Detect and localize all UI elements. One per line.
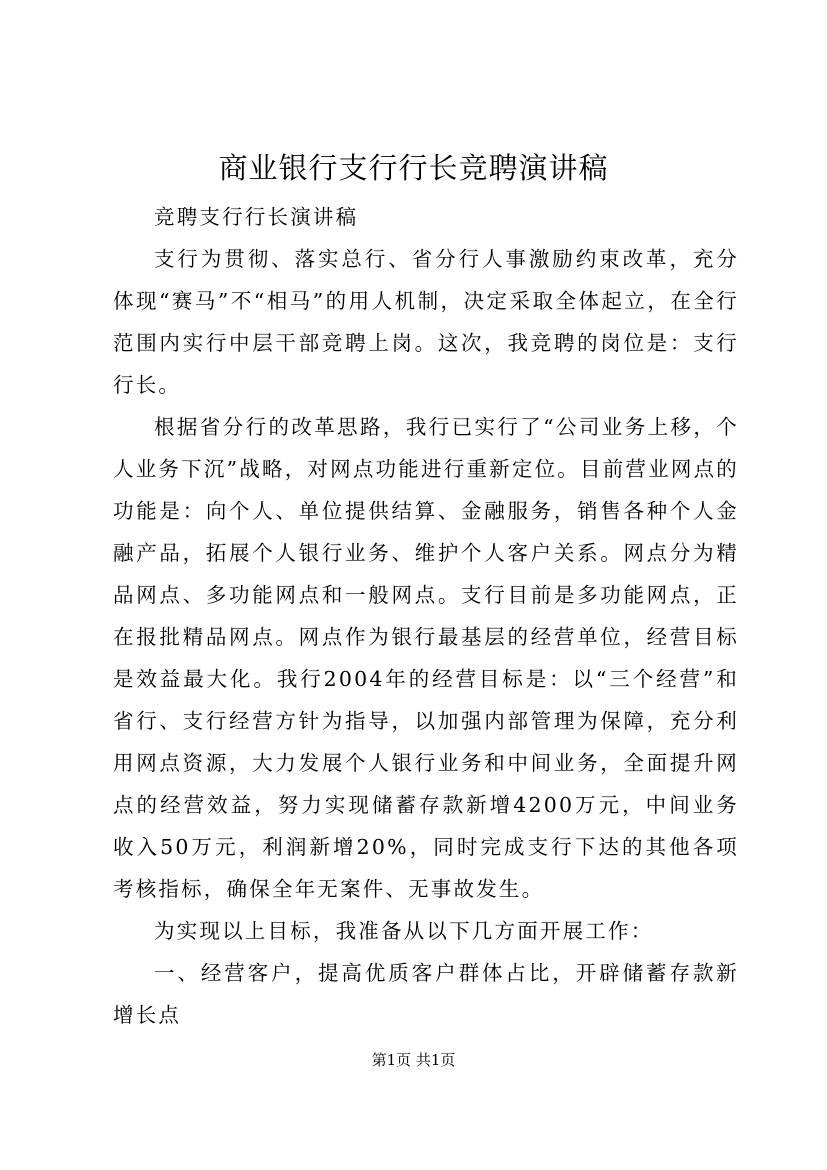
document-title: 商业银行支行行长竞聘演讲稿 <box>218 151 609 185</box>
paragraph-intro: 支行为贯彻、落实总行、省分行人事激励约束改革，充分体现“赛马”不“相马”的用人机制，决定采取全体起立，在全行范围内实行中层干部竞聘上岗。这次，我竞聘的岗位是：支行行长。 <box>113 247 739 397</box>
paragraph-strategy: 根据省分行的改革思路，我行已实行了“公司业务上移，个人业务下沉”战略，对网点功能进行重新定位。目前营业网点的功能是：向个人、单位提供结算、金融服务，销售各种个人金融产品，拓展个人银行业务、维护个人客户关系。网点分为精品网点、多功能网点和一般网点。支行目前是多功能网点，正在报批精品网点。网点作为银行最基层的经营单位，经营目标是效益最大化。我行2004年的经营目标是：以“三个经营”和省行、支行经营方针为指导，以加强内部管理为保障，充分利用网点资源，大力发展个人银行业务和中间业务，全面提升网点的经营效益，努力实现储蓄存款新增4200万元，中间业务收入50万元，利润新增20%，同时完成支行下达的其他各项考核指标，确保全年无案件、无事故发生。 <box>113 415 739 901</box>
paragraph-section-one: 一、经营客户，提高优质客户群体占比，开辟储蓄存款新增长点 <box>113 961 739 1027</box>
paragraph-plan-intro: 为实现以上目标，我准备从以下几方面开展工作： <box>154 919 654 943</box>
document-body <box>113 196 739 1036</box>
paragraph-subtitle: 竞聘支行行长演讲稿 <box>154 205 359 229</box>
page-footer: 第1页 共1页 <box>371 1051 456 1069</box>
